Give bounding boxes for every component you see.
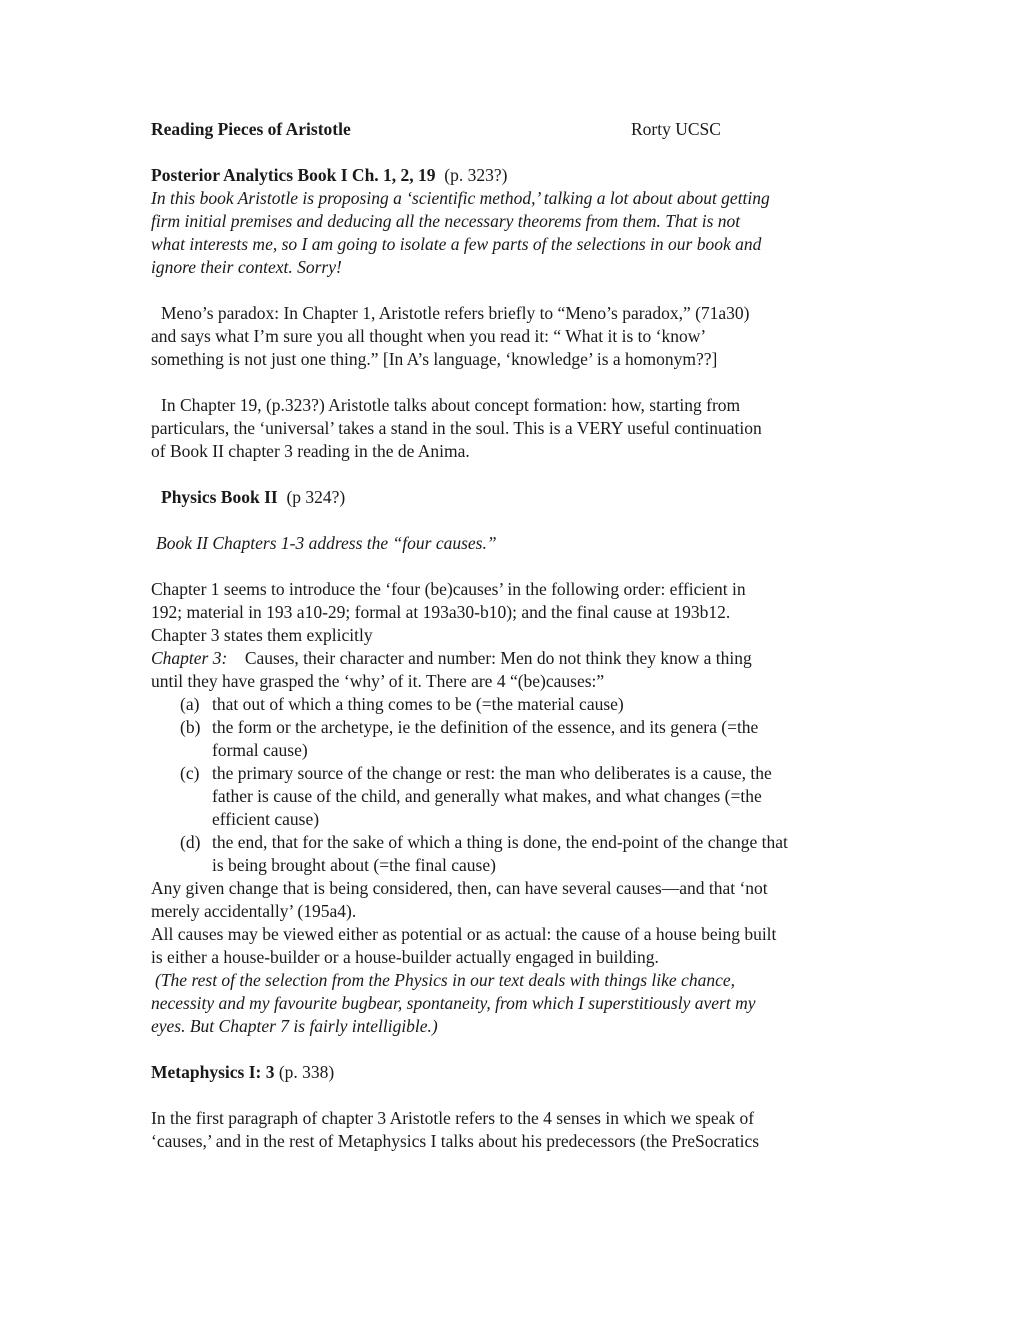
metaphysics-line: In the first paragraph of chapter 3 Aristotle refers to the 4 senses in which we speak of xyxy=(151,1108,755,1128)
posterior-heading: Posterior Analytics Book I Ch. 1, 2, 19 xyxy=(151,165,436,185)
posterior-intro-line: In this book Aristotle is proposing a ‘scientific method,’ talking a lot about about getting xyxy=(151,188,770,208)
physics-note-line: eyes. But Chapter 7 is fairly intelligible.) xyxy=(151,1016,438,1036)
cause-text-line: the primary source of the change or rest: the man who deliberates is a cause, the xyxy=(212,763,772,783)
posterior-intro-line: what interests me, so I am going to isolate a few parts of the selections in our book and xyxy=(151,234,762,254)
document-header xyxy=(151,118,876,141)
document-page xyxy=(151,118,876,1153)
metaphysics-heading-line xyxy=(151,1061,876,1084)
cause-list-item xyxy=(151,693,876,716)
physics-ch3-line: until they have grasped the ‘why’ of it. There are 4 “(be)causes:” xyxy=(151,671,605,691)
posterior-heading-line xyxy=(151,164,876,187)
cause-list-item xyxy=(151,716,876,762)
chapter3-text: Causes, their character and number: Men do not think they know a thing xyxy=(244,648,752,668)
meno-paragraph-line: something is not just one thing.” [In A’s language, ‘knowledge’ is a homonym??] xyxy=(151,349,718,369)
cause-label: (c) xyxy=(180,763,200,783)
cause-label: (d) xyxy=(180,832,201,852)
posterior-intro-line: ignore their context. Sorry! xyxy=(151,257,342,277)
cause-text-line: formal cause) xyxy=(212,740,308,760)
metaphysics-heading: Metaphysics I: 3 xyxy=(151,1062,275,1082)
physics-heading-line xyxy=(151,486,876,509)
physics-page-ref: (p 324?) xyxy=(286,487,346,507)
physics-ch1-line: 192; material in 193 a10-29; formal at 193a30-b10); and the final cause at 193b12. xyxy=(151,602,731,622)
physics-ch1-line: Chapter 3 states them explicitly xyxy=(151,625,373,645)
document-title: Reading Pieces of Aristotle xyxy=(151,119,351,139)
posterior-intro-line: firm initial premises and deducing all the necessary theorems from them. That is not xyxy=(151,211,741,231)
cause-text-line: the end, that for the sake of which a thing is done, the end-point of the change that xyxy=(212,832,788,852)
physics-ch1-line: Chapter 1 seems to introduce the ‘four (be)causes’ in the following order: efficient in xyxy=(151,579,746,599)
physics-after-line: All causes may be viewed either as potential or as actual: the cause of a house being built xyxy=(151,924,777,944)
physics-subtitle: Book II Chapters 1-3 address the “four causes.” xyxy=(156,533,497,553)
cause-text-line: efficient cause) xyxy=(212,809,320,829)
physics-note-line: (The rest of the selection from the Physics in our text deals with things like chance, xyxy=(155,970,735,990)
chapter19-paragraph-line: In Chapter 19, (p.323?) Aristotle talks about concept formation: how, starting from xyxy=(161,395,741,415)
cause-list-item xyxy=(151,831,876,877)
metaphysics-page-ref: (p. 338) xyxy=(278,1062,335,1082)
cause-label: (a) xyxy=(180,694,200,714)
physics-after-line: Any given change that is being considered, then, can have several causes—and that ‘not xyxy=(151,878,768,898)
physics-after-line: is either a house-builder or a house-builder actually engaged in building. xyxy=(151,947,659,967)
chapter19-paragraph-line: of Book II chapter 3 reading in the de Anima. xyxy=(151,441,470,461)
cause-list-item xyxy=(151,762,876,831)
document-author: Rorty UCSC xyxy=(631,119,721,139)
cause-text-line: the form or the archetype, ie the definition of the essence, and its genera (=the xyxy=(212,717,759,737)
chapter3-label: Chapter 3: xyxy=(151,648,228,668)
cause-text-line: is being brought about (=the final cause) xyxy=(212,855,496,875)
physics-heading: Physics Book II xyxy=(161,487,278,507)
metaphysics-line: ‘causes,’ and in the rest of Metaphysics I talks about his predecessors (the PreSocratics xyxy=(151,1131,760,1151)
physics-after-line: merely accidentally’ (195a4). xyxy=(151,901,357,921)
physics-ch3-line xyxy=(151,647,876,670)
meno-paragraph-line: Meno’s paradox: In Chapter 1, Aristotle refers briefly to “Meno’s paradox,” (71a30) xyxy=(161,303,750,323)
meno-paragraph-line: and says what I’m sure you all thought when you read it: “ What it is to ‘know’ xyxy=(151,326,707,346)
cause-label: (b) xyxy=(180,717,201,737)
posterior-page-ref: (p. 323?) xyxy=(444,165,508,185)
chapter19-paragraph-line: particulars, the ‘universal’ takes a stand in the soul. This is a VERY useful continuation xyxy=(151,418,762,438)
cause-text-line: that out of which a thing comes to be (=the material cause) xyxy=(212,694,624,714)
cause-text-line: father is cause of the child, and generally what makes, and what changes (=the xyxy=(212,786,762,806)
physics-note-line: necessity and my favourite bugbear, spontaneity, from which I superstitiously avert my xyxy=(151,993,756,1013)
